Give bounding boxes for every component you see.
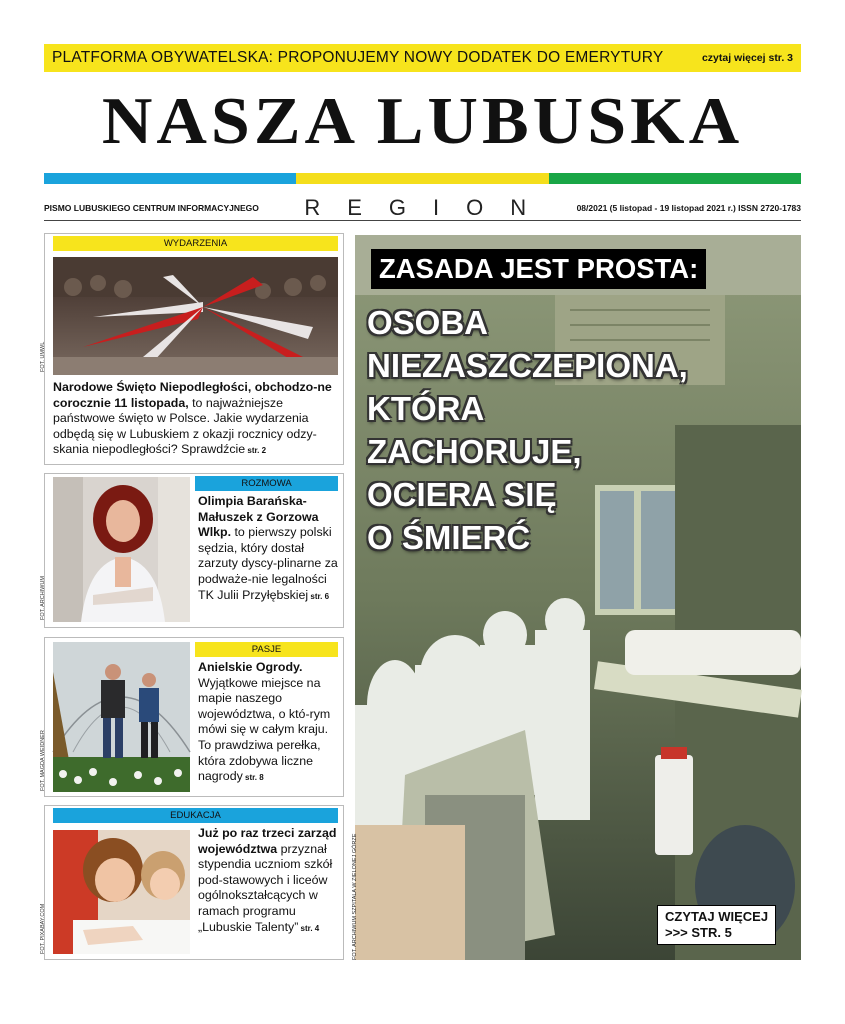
top-banner-link[interactable]: czytaj więcej str. 3 — [701, 52, 793, 64]
hero-line: OCIERA SIĘ — [367, 476, 557, 513]
article-lead: Już po raz trzeci zarząd województwa — [198, 826, 337, 856]
article-card-interview[interactable] — [40, 473, 344, 628]
hero-line: OSOBA — [367, 304, 489, 341]
article-text — [198, 660, 341, 786]
color-stripes — [44, 173, 801, 184]
article-image-children — [53, 830, 190, 954]
article-body: to najważniejsze państwowe święto w Polsce. Jakie wydarzenia odbędą się w Lubuskiem z okazji rocznicy odzy-skania niepodległości? Sprawdźcie — [53, 395, 317, 457]
publisher-name: PISMO LUBUSKIEGO CENTRUM INFORMACYJNEGO — [44, 203, 259, 213]
article-image-portrait — [53, 477, 190, 622]
hero-line: KTÓRA — [367, 390, 485, 427]
photo-credit: FOT. ARCHIWUM SZPITALA W ZIELONEJ GÓRZE — [352, 833, 358, 960]
stripe-yellow — [296, 173, 548, 184]
photo-credit: FOT. PIXABAY.COM — [40, 903, 46, 954]
article-image-garden — [53, 642, 190, 792]
article-body: przyznał stypendia uczniom szkół pod-stawowych i liceów ogólnokształcących w ramach programu „Lubuskie Talenty” — [198, 841, 333, 934]
article-page-ref: str. 2 — [245, 446, 267, 456]
article-lead: Narodowe Święto Niepodległości, obchodzo-ne corocznie 11 listopada, — [53, 380, 332, 410]
hero-title: ZASADA JEST PROSTA: — [371, 249, 706, 289]
top-banner[interactable] — [44, 44, 801, 72]
tag-label: EDUKACJA — [53, 808, 338, 823]
article-image-parade — [53, 257, 338, 375]
issue-info: 08/2021 (5 listopad - 19 listopad 2021 r.) ISSN 2720-1783 — [576, 203, 801, 213]
tag-label: WYDARZENIA — [53, 236, 338, 251]
stripe-green — [549, 173, 801, 184]
article-text — [198, 494, 341, 604]
photo-credit: FOT. ARCHIWUM — [40, 576, 46, 620]
hero-line: NIEZASZCZEPIONA, — [367, 347, 688, 384]
tag-label: PASJE — [195, 642, 338, 657]
read-more-button[interactable] — [657, 905, 776, 945]
article-text — [198, 826, 341, 936]
hero-line: ZACHORUJE, — [367, 433, 582, 470]
tag-label: ROZMOWA — [195, 476, 338, 491]
article-lead: Olimpia Barańska-Małuszek z Gorzowa Wlkp. — [198, 494, 319, 540]
article-page-ref: str. 8 — [242, 773, 264, 783]
subheader — [44, 197, 801, 219]
article-body: Wyjątkowe miejsce na mapie naszego województwa, o któ-rym mówi się w całym kraju. To prawdziwa perełka, która zdobywa liczne nagrody — [198, 675, 331, 784]
article-text — [53, 380, 340, 459]
article-card-passions[interactable] — [40, 637, 344, 797]
read-more-label: CZYTAJ WIĘCEJ — [665, 909, 769, 924]
top-banner-headline: PLATFORMA OBYWATELSKA: PROPONUJEMY NOWY DODATEK DO EMERYTURY — [52, 49, 664, 66]
masthead-title: NASZA LUBUSKA — [101, 84, 744, 159]
divider — [44, 220, 801, 221]
article-page-ref: str. 4 — [298, 923, 320, 933]
article-lead: Anielskie Ogrody. — [198, 660, 303, 674]
hero-headline — [367, 301, 688, 559]
article-page-ref: str. 6 — [308, 591, 330, 601]
hero-line: O ŚMIERĆ — [367, 519, 531, 556]
photo-credit: FOT. UMWL — [40, 341, 46, 372]
article-card-education[interactable] — [40, 805, 344, 960]
article-body: to pierwszy polski sędzia, który dostał zarzuty dyscy-plinarne za podważe-nie legalności TK Julii Przyłębskiej — [198, 525, 338, 602]
photo-credit: FOT. MAGDA WEIDNER — [40, 730, 46, 791]
stripe-blue — [44, 173, 296, 184]
region-label: REGION — [304, 195, 554, 220]
hero-story[interactable] — [352, 235, 801, 960]
read-more-page: >>> STR. 5 — [665, 925, 732, 940]
article-card-events[interactable] — [40, 233, 344, 465]
